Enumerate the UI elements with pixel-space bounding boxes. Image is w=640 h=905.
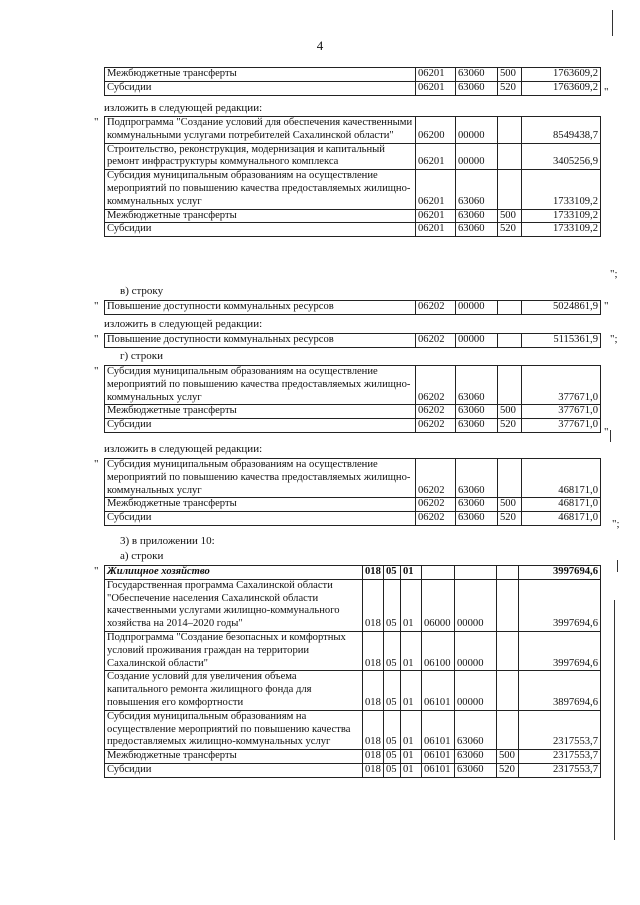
row-name-cell: Субсидии: [105, 419, 416, 433]
row-name-cell: Строительство, реконструкция, модернизация и капитальный ремонт инфраструктуры коммунального комплекса: [105, 143, 416, 170]
table-row: [105, 405, 601, 419]
code-cell: 00000: [455, 579, 497, 631]
amount-cell: 5115361,9: [522, 334, 601, 348]
code-cell: 06101: [422, 763, 455, 777]
table-row: [105, 170, 601, 209]
budget-table-6: [104, 458, 601, 526]
amount-cell: 3997694,6: [519, 631, 601, 670]
table-row: [105, 631, 601, 670]
code-cell: 63060: [455, 763, 497, 777]
code-cell: 018: [363, 710, 384, 749]
code-cell: 06202: [416, 459, 456, 498]
row-name-cell: Жилищное хозяйство: [105, 566, 363, 580]
code-cell: 018: [363, 566, 384, 580]
code-cell: 018: [363, 671, 384, 710]
amount-cell: 1733109,2: [522, 170, 601, 209]
amount-cell: 1763609,2: [522, 68, 601, 82]
code-cell: 05: [384, 671, 401, 710]
row-name-cell: Подпрограмма "Создание безопасных и комфортных условий проживания граждан на территории Сахалинской области": [105, 631, 363, 670]
amount-cell: 1733109,2: [522, 209, 601, 223]
instruction-g-rows: г) строки: [120, 350, 163, 362]
code-cell: 63060: [456, 170, 498, 209]
code-cell: 06202: [416, 498, 456, 512]
row-name-cell: Субсидии: [105, 223, 416, 237]
amount-cell: 3997694,6: [519, 566, 601, 580]
budget-table-4: [104, 333, 601, 348]
table-row: [105, 117, 601, 144]
code-cell: 06201: [416, 170, 456, 209]
table-row: [105, 366, 601, 405]
closing-quote-mark: ": [604, 86, 609, 98]
code-cell: [455, 566, 497, 580]
closing-quote-mark: ";: [612, 518, 620, 530]
row-name-cell: Межбюджетные трансферты: [105, 498, 416, 512]
opening-quote-mark: ": [94, 365, 99, 377]
code-cell: 06202: [416, 334, 456, 348]
table-row: [105, 334, 601, 348]
budget-table-5: [104, 365, 601, 433]
code-cell: 018: [363, 750, 384, 764]
code-cell: 01: [401, 710, 422, 749]
amount-cell: 377671,0: [522, 419, 601, 433]
code-cell: 500: [497, 750, 519, 764]
budget-table-2: [104, 116, 601, 237]
code-cell: [497, 631, 519, 670]
table-row: [105, 566, 601, 580]
table-row: [105, 209, 601, 223]
code-cell: 06200: [416, 117, 456, 144]
row-name-cell: Создание условий для увеличения объема капитального ремонта жилищного фонда для повышения его комфортности: [105, 671, 363, 710]
code-cell: [498, 301, 522, 315]
row-name-cell: Межбюджетные трансферты: [105, 209, 416, 223]
code-cell: [498, 170, 522, 209]
amount-cell: 5024861,9: [522, 301, 601, 315]
code-cell: 00000: [456, 143, 498, 170]
closing-quote-mark: ": [604, 300, 609, 312]
code-cell: 06202: [416, 366, 456, 405]
scan-edge-line: [614, 600, 615, 840]
code-cell: [422, 566, 455, 580]
code-cell: [498, 459, 522, 498]
code-cell: 63060: [455, 750, 497, 764]
code-cell: 01: [401, 750, 422, 764]
code-cell: [498, 143, 522, 170]
code-cell: 06101: [422, 750, 455, 764]
row-name-cell: Субсидия муниципальным образованиям на осуществление мероприятий по повышению качества предоставляемых жилищно-коммунальных услуг: [105, 710, 363, 749]
table-row: [105, 68, 601, 82]
table-row: [105, 419, 601, 433]
amount-cell: 8549438,7: [522, 117, 601, 144]
code-cell: 63060: [456, 405, 498, 419]
amount-cell: 468171,0: [522, 459, 601, 498]
code-cell: 520: [497, 763, 519, 777]
row-name-cell: Субсидия муниципальным образованиям на осуществление мероприятий по повышению качества предоставляемых жилищно-коммунальных услуг: [105, 459, 416, 498]
code-cell: 01: [401, 566, 422, 580]
amount-cell: 468171,0: [522, 512, 601, 526]
code-cell: [497, 566, 519, 580]
code-cell: 00000: [456, 301, 498, 315]
code-cell: [497, 710, 519, 749]
code-cell: 06202: [416, 419, 456, 433]
code-cell: 05: [384, 566, 401, 580]
budget-table-3: [104, 300, 601, 315]
code-cell: 63060: [456, 498, 498, 512]
code-cell: 63060: [455, 710, 497, 749]
code-cell: 520: [498, 223, 522, 237]
scan-edge-line: [612, 10, 613, 36]
table-row: [105, 763, 601, 777]
row-name-cell: Межбюджетные трансферты: [105, 68, 416, 82]
code-cell: 500: [498, 68, 522, 82]
row-name-cell: Субсидия муниципальным образованиям на осуществление мероприятий по повышению качества предоставляемых жилищно-коммунальных услуг: [105, 170, 416, 209]
table-row: [105, 671, 601, 710]
row-name-cell: Подпрограмма "Создание условий для обеспечения качественными коммунальными услугами потребителей Сахалинской области": [105, 117, 416, 144]
code-cell: 06101: [422, 671, 455, 710]
scan-edge-line: [610, 430, 611, 442]
amount-cell: 377671,0: [522, 405, 601, 419]
table-row: [105, 579, 601, 631]
table-row: [105, 223, 601, 237]
scan-edge-line: [617, 560, 618, 572]
code-cell: 06202: [416, 301, 456, 315]
amount-cell: 3405256,9: [522, 143, 601, 170]
code-cell: 63060: [456, 223, 498, 237]
code-cell: [498, 117, 522, 144]
code-cell: 500: [498, 405, 522, 419]
code-cell: 00000: [455, 671, 497, 710]
code-cell: 06100: [422, 631, 455, 670]
row-name-cell: Повышение доступности коммунальных ресурсов: [105, 334, 416, 348]
code-cell: 63060: [456, 459, 498, 498]
row-name-cell: Субсидии: [105, 81, 416, 95]
code-cell: 05: [384, 579, 401, 631]
code-cell: 63060: [456, 366, 498, 405]
amount-cell: 2317553,7: [519, 763, 601, 777]
code-cell: 63060: [456, 512, 498, 526]
instruction-redact-3: изложить в следующей редакции:: [104, 443, 263, 455]
code-cell: [497, 671, 519, 710]
opening-quote-mark: ": [94, 565, 99, 577]
amount-cell: 2317553,7: [519, 710, 601, 749]
code-cell: 018: [363, 763, 384, 777]
code-cell: 01: [401, 671, 422, 710]
code-cell: 05: [384, 631, 401, 670]
closing-quote-mark: ";: [610, 268, 618, 280]
code-cell: 500: [498, 498, 522, 512]
amount-cell: 377671,0: [522, 366, 601, 405]
code-cell: [498, 366, 522, 405]
code-cell: 01: [401, 631, 422, 670]
code-cell: 06201: [416, 68, 456, 82]
code-cell: [497, 579, 519, 631]
amount-cell: 468171,0: [522, 498, 601, 512]
code-cell: 63060: [456, 81, 498, 95]
instruction-appendix-10: 3) в приложении 10:: [120, 535, 215, 547]
amount-cell: 1733109,2: [522, 223, 601, 237]
code-cell: 018: [363, 631, 384, 670]
code-cell: 520: [498, 81, 522, 95]
row-name-cell: Повышение доступности коммунальных ресурсов: [105, 301, 416, 315]
closing-quote-mark: ";: [610, 333, 618, 345]
table-row: [105, 710, 601, 749]
table-row: [105, 498, 601, 512]
code-cell: 00000: [456, 334, 498, 348]
opening-quote-mark: ": [94, 458, 99, 470]
instruction-a-rows: а) строки: [120, 550, 164, 562]
row-name-cell: Субсидия муниципальным образованиям на осуществление мероприятий по повышению качества предоставляемых жилищно-коммунальных услуг: [105, 366, 416, 405]
table-row: [105, 512, 601, 526]
opening-quote-mark: ": [94, 116, 99, 128]
code-cell: 01: [401, 763, 422, 777]
row-name-cell: Субсидии: [105, 512, 416, 526]
instruction-redact-1: изложить в следующей редакции:: [104, 102, 263, 114]
row-name-cell: Государственная программа Сахалинской области "Обеспечение населения Сахалинской области качественными услугами жилищно-коммунального хозяйства на 2014–2020 годы": [105, 579, 363, 631]
opening-quote-mark: ": [94, 333, 99, 345]
budget-table-1: [104, 67, 601, 96]
code-cell: 00000: [456, 117, 498, 144]
code-cell: 63060: [456, 68, 498, 82]
code-cell: 01: [401, 579, 422, 631]
table-row: [105, 81, 601, 95]
opening-quote-mark: ": [94, 300, 99, 312]
code-cell: 05: [384, 710, 401, 749]
code-cell: 06202: [416, 405, 456, 419]
amount-cell: 3897694,6: [519, 671, 601, 710]
code-cell: 63060: [456, 419, 498, 433]
code-cell: 05: [384, 763, 401, 777]
code-cell: 06201: [416, 143, 456, 170]
code-cell: 06202: [416, 512, 456, 526]
code-cell: 520: [498, 419, 522, 433]
budget-table-7: [104, 565, 601, 778]
row-name-cell: Межбюджетные трансферты: [105, 750, 363, 764]
code-cell: 520: [498, 512, 522, 526]
code-cell: 018: [363, 579, 384, 631]
instruction-redact-2: изложить в следующей редакции:: [104, 318, 263, 330]
instruction-v-row: в) строку: [120, 285, 164, 297]
code-cell: [498, 334, 522, 348]
amount-cell: 2317553,7: [519, 750, 601, 764]
closing-quote-mark: ": [604, 426, 609, 438]
code-cell: 06101: [422, 710, 455, 749]
code-cell: 05: [384, 750, 401, 764]
row-name-cell: Межбюджетные трансферты: [105, 405, 416, 419]
table-row: [105, 143, 601, 170]
code-cell: 500: [498, 209, 522, 223]
amount-cell: 1763609,2: [522, 81, 601, 95]
page-number: 4: [316, 38, 324, 53]
code-cell: 06201: [416, 81, 456, 95]
code-cell: 06000: [422, 579, 455, 631]
code-cell: 00000: [455, 631, 497, 670]
row-name-cell: Субсидии: [105, 763, 363, 777]
table-row: [105, 750, 601, 764]
code-cell: 06201: [416, 209, 456, 223]
table-row: [105, 301, 601, 315]
code-cell: 06201: [416, 223, 456, 237]
amount-cell: 3997694,6: [519, 579, 601, 631]
code-cell: 63060: [456, 209, 498, 223]
table-row: [105, 459, 601, 498]
